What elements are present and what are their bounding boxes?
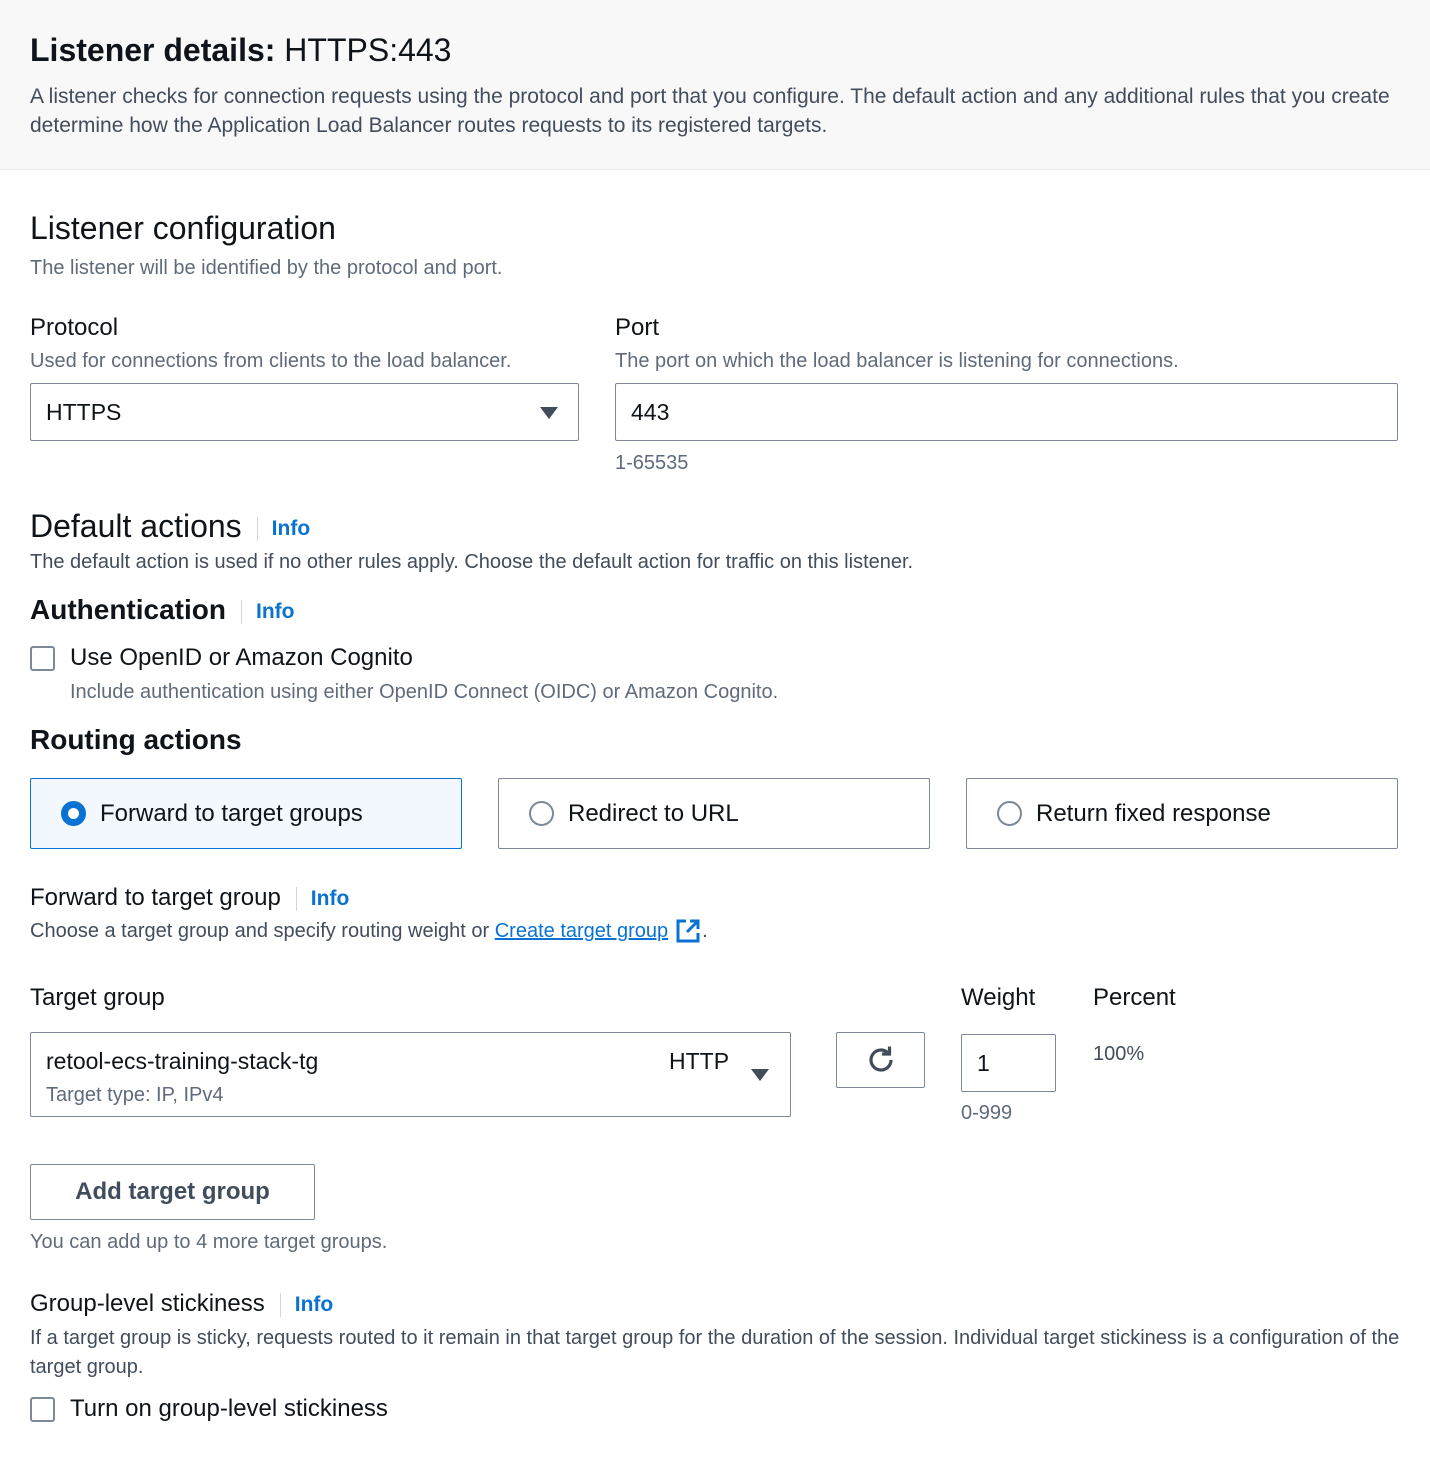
protocol-description: Used for connections from clients to the load balancer.	[30, 350, 512, 372]
listener-configuration-title: Listener configuration	[30, 210, 336, 246]
routing-option-label: Redirect to URL	[568, 799, 739, 827]
target-group-type: Target type: IP, IPv4	[46, 1084, 224, 1106]
radio-unselected-icon	[529, 801, 554, 826]
stickiness-description: If a target group is sticky, requests routed to it remain in that target group for the duration of the session. Individual target stickiness is a configuration of the target group.	[30, 1327, 1400, 1378]
protocol-label: Protocol	[30, 314, 119, 341]
routing-option-redirect[interactable]	[498, 778, 930, 849]
target-group-protocol: HTTP	[669, 1048, 730, 1074]
external-link-icon	[674, 917, 702, 945]
target-group-name: retool-ecs-training-stack-tg	[46, 1048, 319, 1074]
add-target-group-hint: You can add up to 4 more target groups.	[30, 1231, 388, 1253]
port-input[interactable]	[615, 383, 1398, 441]
target-group-select[interactable]	[30, 1032, 791, 1117]
port-label: Port	[615, 314, 660, 341]
refresh-icon	[865, 1044, 897, 1076]
weight-input[interactable]	[961, 1034, 1056, 1092]
stickiness-checkbox[interactable]	[30, 1397, 55, 1422]
openid-checkbox-label[interactable]: Use OpenID or Amazon Cognito	[70, 644, 413, 671]
default-actions-description: The default action is used if no other rules apply. Choose the default action for traffic on this listener.	[30, 551, 914, 573]
stickiness-info-link[interactable]: Info	[280, 1293, 333, 1317]
routing-option-forward[interactable]	[30, 778, 462, 849]
authentication-info-link[interactable]: Info	[241, 600, 294, 624]
routing-option-label: Forward to target groups	[100, 799, 363, 827]
stickiness-heading	[30, 1288, 333, 1320]
default-actions-title: Default actions	[30, 508, 242, 544]
forward-title: Forward to target group	[30, 884, 281, 911]
listener-configuration-description: The listener will be identified by the protocol and port.	[30, 257, 503, 279]
caret-down-icon	[751, 1069, 769, 1081]
port-description: The port on which the load balancer is listening for connections.	[615, 350, 1179, 372]
add-target-group-button[interactable]: Add target group	[30, 1164, 315, 1220]
protocol-select-value: HTTPS	[46, 399, 122, 425]
routing-actions-title: Routing actions	[30, 724, 242, 755]
weight-constraint: 0-999	[961, 1102, 1013, 1124]
routing-option-fixed-response[interactable]	[966, 778, 1398, 849]
stickiness-checkbox-label[interactable]: Turn on group-level stickiness	[70, 1395, 388, 1422]
port-constraint: 1-65535	[615, 452, 689, 474]
forward-description-text: Choose a target group and specify routing weight or	[30, 920, 495, 942]
forward-description	[30, 917, 708, 945]
page-title: Listener details: HTTPS:443	[30, 32, 452, 68]
default-actions-info-link[interactable]: Info	[257, 517, 310, 541]
create-target-group-link[interactable]	[495, 917, 702, 945]
radio-unselected-icon	[997, 801, 1022, 826]
listener-details-header	[0, 0, 1430, 170]
protocol-select[interactable]	[30, 383, 579, 441]
weight-input-value: 1	[977, 1050, 990, 1076]
default-actions-heading	[30, 506, 310, 546]
percent-label: Percent	[1093, 984, 1176, 1011]
authentication-title: Authentication	[30, 594, 226, 625]
forward-info-link[interactable]: Info	[296, 887, 349, 911]
caret-down-icon	[540, 407, 558, 419]
page-description: A listener checks for connection requests using the protocol and port that you configure. The default action and any additional rules that you create determine how the Application Load Balancer routes requests to its registered targets.	[30, 85, 1390, 137]
openid-checkbox-description: Include authentication using either OpenID Connect (OIDC) or Amazon Cognito.	[70, 681, 779, 703]
percent-value: 100%	[1093, 1043, 1145, 1065]
routing-option-label: Return fixed response	[1036, 799, 1271, 827]
refresh-button[interactable]	[836, 1032, 925, 1088]
radio-selected-icon	[61, 801, 86, 826]
create-target-group-link-text: Create target group	[494, 920, 669, 942]
port-input-value: 443	[631, 399, 670, 425]
authentication-heading	[30, 592, 294, 628]
openid-checkbox[interactable]	[30, 646, 55, 671]
weight-label: Weight	[961, 984, 1036, 1011]
forward-description-suffix: .	[702, 920, 708, 942]
stickiness-title: Group-level stickiness	[30, 1290, 265, 1317]
target-group-label: Target group	[30, 984, 165, 1011]
forward-heading	[30, 882, 349, 914]
